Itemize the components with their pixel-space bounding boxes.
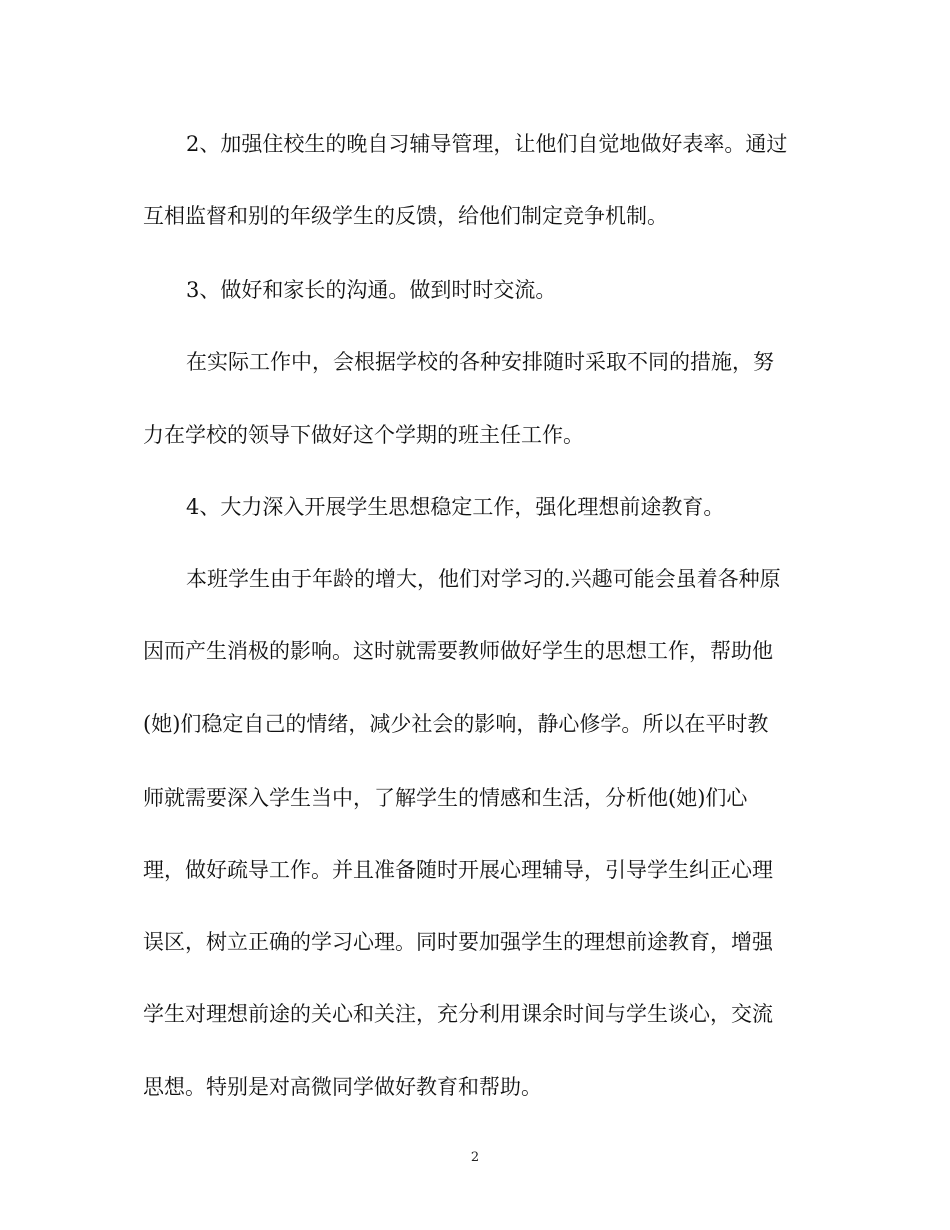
paragraph-line: 4、大力深入开展学生思想稳定工作，强化理想前途教育。: [186, 495, 725, 519]
paragraph-line: 力在学校的领导下做好这个学期的班主任工作。: [143, 423, 584, 447]
paragraph-line: 3、做好和家长的沟通。做到时时交流。: [186, 278, 557, 302]
page-number: 2: [470, 1150, 480, 1165]
paragraph-line: 师就需要深入学生当中，了解学生的情感和生活，分析他(她)们心: [143, 786, 748, 810]
paragraph-line: 互相监督和别的年级学生的反馈，给他们制定竞争机制。: [143, 204, 668, 228]
paragraph-line: 理，做好疏导工作。并且准备随时开展心理辅导，引导学生纠正心理: [143, 858, 773, 882]
paragraph-line: 误区，树立正确的学习心理。同时要加强学生的理想前途教育，增强: [143, 930, 773, 954]
paragraph-line: 在实际工作中，会根据学校的各种安排随时采取不同的措施，努: [186, 350, 774, 374]
paragraph-line: (她)们稳定自己的情绪，减少社会的影响，静心修学。所以在平时教: [143, 712, 769, 736]
paragraph-line: 2、加强住校生的晚自习辅导管理，让他们自觉地做好表率。通过: [186, 132, 788, 156]
paragraph-line: 本班学生由于年龄的增大，他们对学习的.兴趣可能会虽着各种原: [186, 567, 781, 591]
paragraph-line: 因而产生消极的影响。这时就需要教师做好学生的思想工作，帮助他: [143, 639, 773, 663]
paragraph-line: 思想。特别是对高微同学做好教育和帮助。: [143, 1075, 542, 1099]
paragraph-line: 学生对理想前途的关心和关注，充分利用课余时间与学生谈心，交流: [143, 1002, 773, 1026]
